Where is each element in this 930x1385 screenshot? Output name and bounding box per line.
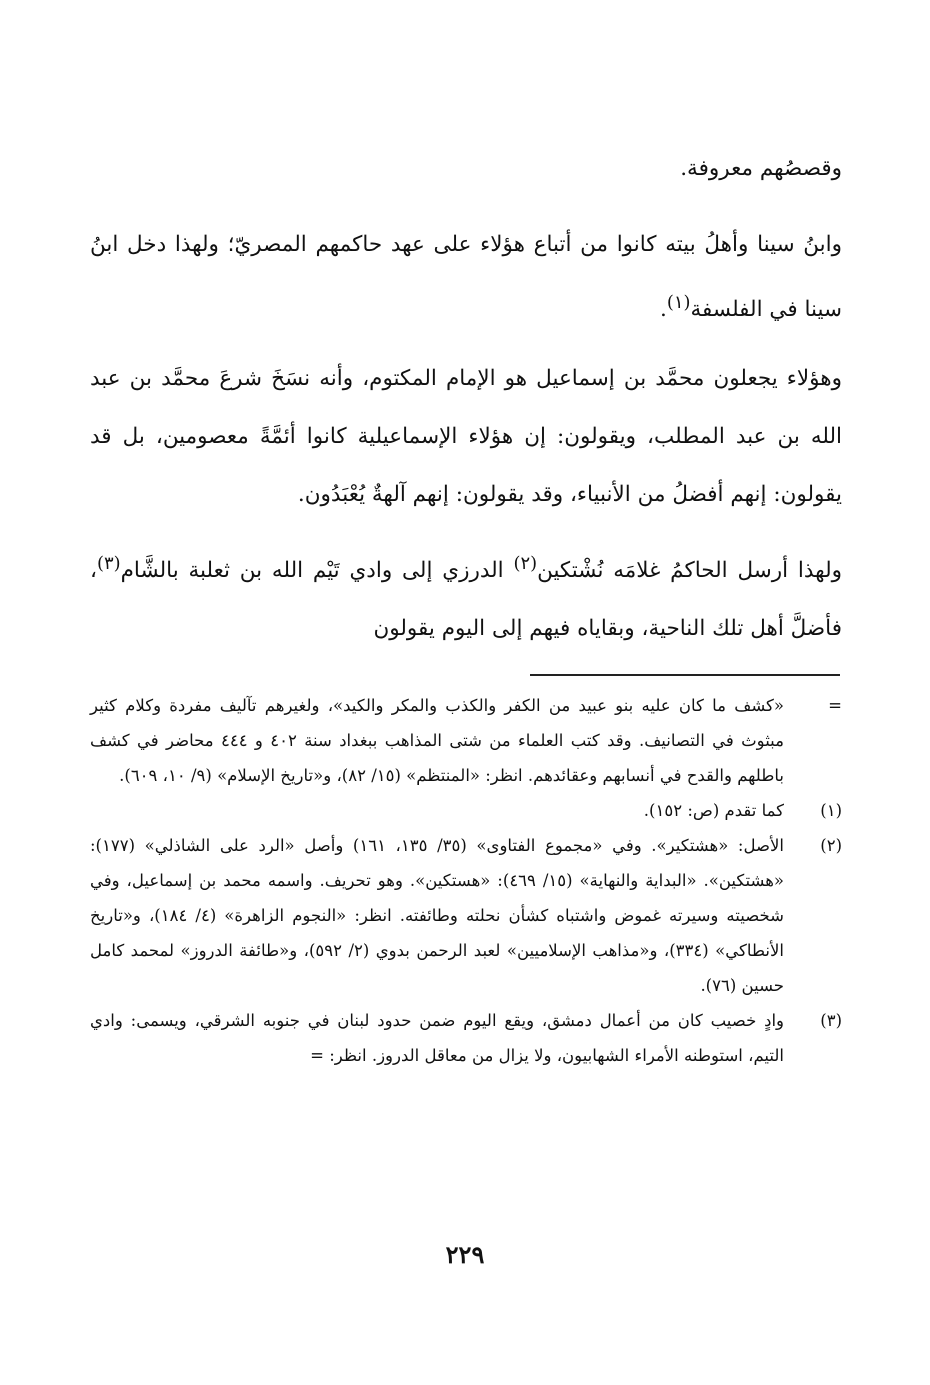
footnote-text: «كشف ما كان عليه بنو عبيد من الكفر والكذب والمكر والكيد»، ولغيرهم تآليف مفردة وكلام كثير مبثوث في التصانيف. وقد كتب العلماء من شتى المذاهب ببغداد سنة ٤٠٢ و ٤٤٤ محاضر في كشف باطلهم والقدح في أنسابهم وعقائدهم. انظر: «المنتظم» (١٥/ ٨٢)، و«تاريخ الإسلام» (٩/ ١٠، ٦٠٩). xyxy=(90,696,784,785)
footnote-1 xyxy=(90,793,842,828)
footnote-text: كما تقدم (ص: ١٥٢). xyxy=(643,801,784,820)
footnote-marker: (٣) xyxy=(820,1011,842,1030)
paragraph-2-end: . xyxy=(660,297,667,323)
paragraph-4 xyxy=(90,535,842,658)
footnote-separator xyxy=(530,674,840,676)
footnote-text: وادٍ خصيب كان من أعمال دمشق، ويقع اليوم ضمن حدود لبنان في جنوبه الشرقي، ويسمى: وادي التيم، استوطنه الأمراء الشهابيون، ولا يزال من معاقل الدروز. انظر: = xyxy=(90,1011,784,1065)
footnote-ref-1[interactable]: (١) xyxy=(666,292,691,313)
paragraph-4-text-a: ولهذا أرسل الحاكمُ غلامَه نُشْتكين xyxy=(537,558,842,584)
paragraph-4-text-c: ، فأضلَّ أهل تلك الناحية، وبقاياه فيهم إلى اليوم يقولون xyxy=(90,558,842,642)
paragraph-3 xyxy=(90,350,842,524)
paragraph-2-text: وابنُ سينا وأهلُ بيته كانوا من أتباع هؤلاء على عهد حاكمهم المصريّ؛ ولهذا دخل ابنُ سينا في الفلسفة xyxy=(90,232,842,323)
footnote-marker: (٢) xyxy=(820,836,842,855)
footnote-marker: = xyxy=(828,696,842,715)
main-text xyxy=(90,140,842,669)
footnote-marker: (١) xyxy=(820,801,842,820)
footnote-continued xyxy=(90,688,842,793)
paragraph-1 xyxy=(90,140,842,198)
footnote-text: الأصل: «هشتكير». وفي «مجموع الفتاوى» (٣٥/ ١٣٥، ١٦١) وأصل «الرد على الشاذلي» (١٧٧): «هشتكين». «البداية والنهاية» (١٥/ ٤٦٩): «هستكين». وهو تحريف. واسمه محمد بن إسماعيل، وفي شخصيته وسيرته غموض واشتباه كشأن نحلته وطائفته. انظر: «النجوم الزاهرة» (٤/ ١٨٤)، و«تاريخ الأنطاكي» (٣٣٤)، و«مذاهب الإسلاميين» لعبد الرحمن بدوي (٢/ ٥٩٢)، و«طائفة الدروز» لمحمد كامل حسين (٧٦). xyxy=(90,836,785,995)
paragraph-3-text: وهؤلاء يجعلون محمَّد بن إسماعيل هو الإمام المكتوم، وأنه نسَخَ شرعَ محمَّد بن عبد الله بن عبد المطلب، ويقولون: إن هؤلاء الإسماعيلية كانوا أئمَّةً معصومين، بل قد يقولون: إنهم أفضلُ من الأنبياء، وقد يقولون: إنهم آلهةٌ يُعْبَدُون. xyxy=(90,366,842,508)
paragraph-4-text-b: الدرزي إلى وادي تَيْم الله بن ثعلبة بالشَّام xyxy=(120,558,514,584)
footnote-ref-2[interactable]: (٢) xyxy=(513,553,538,575)
footnotes xyxy=(90,688,842,1073)
page-number: ٢٢٩ xyxy=(445,1240,485,1269)
paragraph-2 xyxy=(90,216,842,339)
footnote-ref-3[interactable]: (٣) xyxy=(96,553,121,575)
footnote-3 xyxy=(90,1003,842,1073)
footnote-2 xyxy=(90,828,842,1003)
paragraph-1-text: وقصصُهم معروفة. xyxy=(680,156,842,181)
